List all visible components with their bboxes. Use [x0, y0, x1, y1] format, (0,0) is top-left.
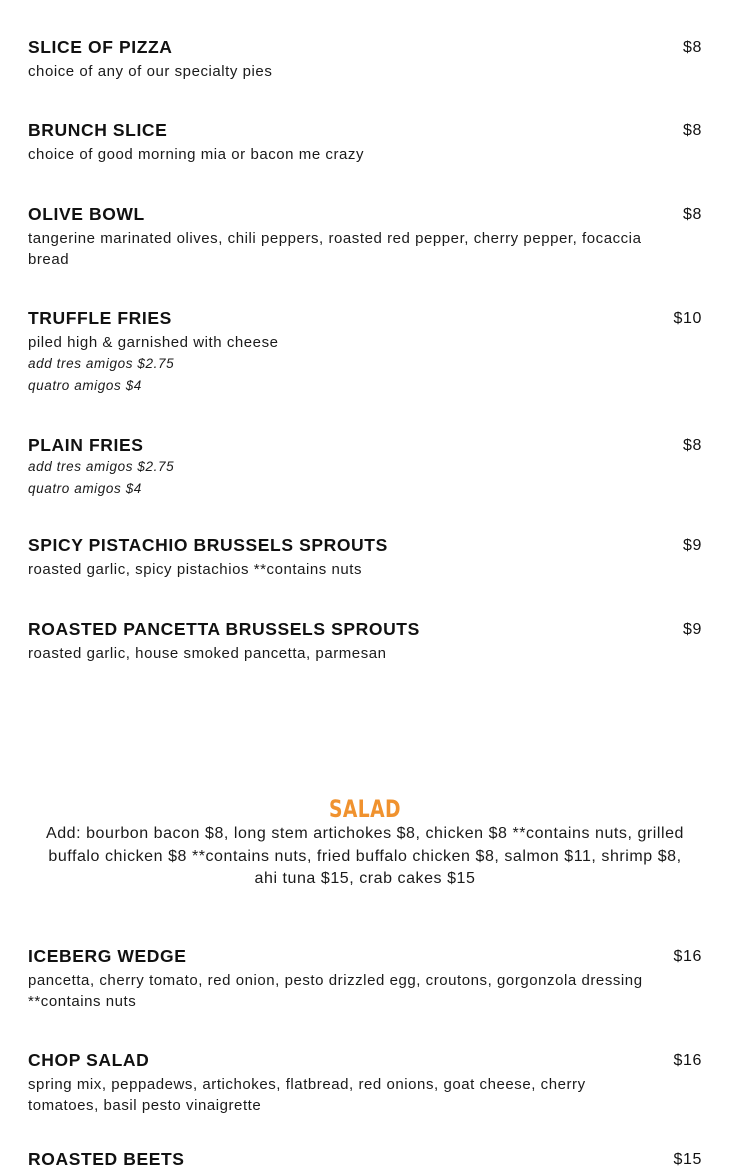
menu-item-header [28, 119, 702, 141]
menu-item-description: roasted garlic, house smoked pancetta, parmesan [28, 645, 387, 662]
menu-item-name: OLIVE BOWL [28, 204, 145, 224]
menu-item-description: roasted garlic, spicy pistachios **contains nuts [28, 561, 363, 578]
menu-item-description: spring mix, peppadews, artichokes, flatbread, red onions, goat cheese, cherry tomatoes, basil pesto vinaigrette [28, 1076, 586, 1114]
menu-item-addon: add tres amigos $2.75 [28, 459, 175, 474]
menu-item-header [28, 307, 702, 329]
menu-item-name: PLAIN FRIES [28, 435, 144, 455]
menu-item-price: $9 [683, 621, 702, 638]
menu-item-addon: quatro amigos $4 [28, 378, 142, 393]
menu-item-header [28, 36, 702, 58]
menu-item-name: SLICE OF PIZZA [28, 37, 173, 57]
section-title-salad: SALAD [329, 795, 401, 823]
menu-item-addon: quatro amigos $4 [28, 481, 142, 496]
menu-item-name: TRUFFLE FRIES [28, 308, 172, 328]
menu-item-addon: add tres amigos $2.75 [28, 356, 175, 371]
menu-item-description: choice of any of our specialty pies [28, 63, 273, 80]
menu-item-olive-bowl [28, 203, 702, 270]
menu-item-price: $16 [673, 948, 702, 965]
menu-item-name: ROASTED BEETS [28, 1149, 185, 1169]
menu-item-header [28, 434, 702, 456]
menu-item-price: $9 [683, 537, 702, 554]
menu-item-price: $8 [683, 122, 702, 139]
menu-item-price: $8 [683, 206, 702, 223]
menu-item-roasted-beets [28, 1148, 702, 1170]
menu-item-header [28, 1049, 702, 1071]
menu-item-price: $10 [673, 310, 702, 327]
menu-item-truffle-fries [28, 307, 702, 397]
menu-item-roasted-pancetta-brussels-sprouts [28, 618, 702, 664]
menu-item-slice-of-pizza [28, 36, 702, 82]
menu-item-header [28, 945, 702, 967]
menu-item-name: CHOP SALAD [28, 1050, 150, 1070]
menu-item-name: SPICY PISTACHIO BRUSSELS SPROUTS [28, 535, 388, 555]
menu-item-header [28, 1148, 702, 1170]
menu-item-spicy-pistachio-brussels-sprouts [28, 534, 702, 580]
menu-item-iceberg-wedge [28, 945, 702, 1012]
menu-item-chop-salad [28, 1049, 702, 1116]
menu-item-price: $8 [683, 39, 702, 56]
menu-item-header [28, 534, 702, 556]
menu-item-plain-fries [28, 434, 702, 500]
menu-item-price: $15 [673, 1151, 702, 1168]
menu-item-price: $16 [673, 1052, 702, 1069]
menu-item-description: piled high & garnished with cheese [28, 334, 279, 351]
menu-item-description: tangerine marinated olives, chili peppers, roasted red pepper, cherry pepper, focaccia bread [28, 230, 642, 268]
menu-item-name: ROASTED PANCETTA BRUSSELS SPROUTS [28, 619, 420, 639]
menu-item-header [28, 618, 702, 640]
menu-item-header [28, 203, 702, 225]
menu-item-price: $8 [683, 437, 702, 454]
menu-item-description: choice of good morning mia or bacon me crazy [28, 146, 365, 163]
salad-add-ons-note: Add: bourbon bacon $8, long stem artichokes $8, chicken $8 **contains nuts, grilled buffalo chicken $8 **contains nuts, fried buffalo chicken $8, salmon $11, shrimp $8, ahi tuna $15, crab cakes $15 [45, 825, 685, 887]
menu-item-name: ICEBERG WEDGE [28, 946, 187, 966]
menu-item-name: BRUNCH SLICE [28, 120, 168, 140]
menu-item-description: pancetta, cherry tomato, red onion, pesto drizzled egg, croutons, gorgonzola dressing **contains nuts [28, 972, 643, 1010]
menu-item-brunch-slice [28, 119, 702, 165]
